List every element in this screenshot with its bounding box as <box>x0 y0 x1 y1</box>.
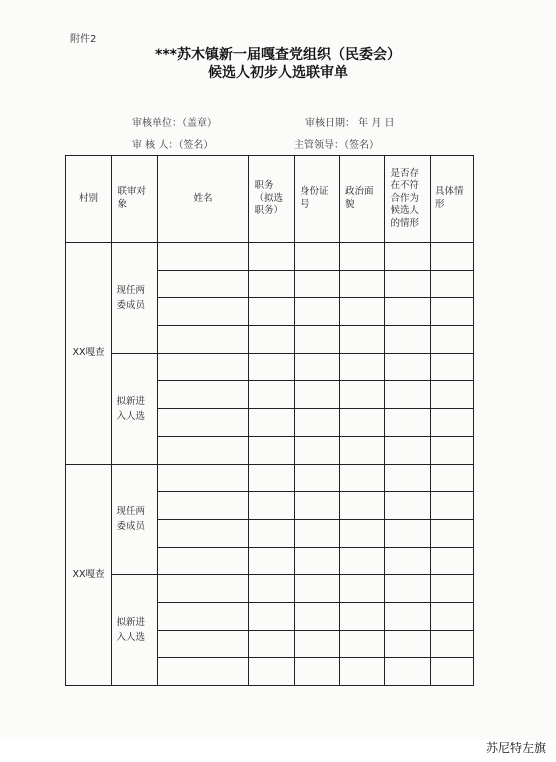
review-object-cell: 拟新进入人选 <box>112 353 158 464</box>
political-status-cell[interactable] <box>340 492 385 520</box>
details-cell[interactable] <box>431 492 474 520</box>
position-cell[interactable] <box>249 602 295 630</box>
disqualification-cell[interactable] <box>385 602 431 630</box>
name-cell[interactable] <box>158 575 249 603</box>
header-disqualification: 是否存在不符合作为候选人的情形 <box>385 156 431 243</box>
attachment-label: 附件2 <box>70 34 97 45</box>
position-cell[interactable] <box>249 243 295 271</box>
political-status-cell[interactable] <box>340 270 385 298</box>
details-cell[interactable] <box>431 519 474 547</box>
name-cell[interactable] <box>158 519 249 547</box>
table-row <box>66 243 474 271</box>
position-cell[interactable] <box>249 298 295 326</box>
disqualification-cell[interactable] <box>385 492 431 520</box>
footer-brand: 苏尼特左旗 <box>485 741 546 755</box>
position-cell[interactable] <box>249 630 295 658</box>
name-cell[interactable] <box>158 658 249 686</box>
details-cell[interactable] <box>431 270 474 298</box>
position-cell[interactable] <box>249 436 295 464</box>
name-cell[interactable] <box>158 492 249 520</box>
name-cell[interactable] <box>158 243 249 271</box>
id-number-cell[interactable] <box>295 409 340 437</box>
audit-date-field: 审核日期： 年 月 日 <box>305 118 395 129</box>
name-cell[interactable] <box>158 436 249 464</box>
disqualification-cell[interactable] <box>385 464 431 492</box>
id-number-cell[interactable] <box>295 658 340 686</box>
name-cell[interactable] <box>158 409 249 437</box>
political-status-cell[interactable] <box>340 326 385 354</box>
details-cell[interactable] <box>431 630 474 658</box>
disqualification-cell[interactable] <box>385 353 431 381</box>
details-cell[interactable] <box>431 575 474 603</box>
details-cell[interactable] <box>431 243 474 271</box>
header-review-object: 联审对象 <box>112 156 158 243</box>
name-cell[interactable] <box>158 464 249 492</box>
table-row <box>66 575 474 603</box>
table-header-row <box>66 156 474 243</box>
id-number-cell[interactable] <box>295 575 340 603</box>
political-status-cell[interactable] <box>340 409 385 437</box>
name-cell[interactable] <box>158 602 249 630</box>
position-cell[interactable] <box>249 270 295 298</box>
position-cell[interactable] <box>249 464 295 492</box>
id-number-cell[interactable] <box>295 519 340 547</box>
details-cell[interactable] <box>431 436 474 464</box>
name-cell[interactable] <box>158 630 249 658</box>
details-cell[interactable] <box>431 464 474 492</box>
political-status-cell[interactable] <box>340 630 385 658</box>
disqualification-cell[interactable] <box>385 270 431 298</box>
id-number-cell[interactable] <box>295 298 340 326</box>
disqualification-cell[interactable] <box>385 409 431 437</box>
details-cell[interactable] <box>431 658 474 686</box>
name-cell[interactable] <box>158 353 249 381</box>
details-cell[interactable] <box>431 409 474 437</box>
name-cell[interactable] <box>158 298 249 326</box>
position-cell[interactable] <box>249 409 295 437</box>
political-status-cell[interactable] <box>340 575 385 603</box>
position-cell[interactable] <box>249 326 295 354</box>
review-object-cell: 现任两委成员 <box>112 464 158 575</box>
village-cell: XX嘎查 <box>66 243 112 465</box>
disqualification-cell[interactable] <box>385 575 431 603</box>
political-status-cell[interactable] <box>340 464 385 492</box>
position-cell[interactable] <box>249 575 295 603</box>
political-status-cell[interactable] <box>340 436 385 464</box>
political-status-cell[interactable] <box>340 602 385 630</box>
document-title-line2: 候选人初步人选联审单 <box>208 65 348 81</box>
id-number-cell[interactable] <box>295 602 340 630</box>
id-number-cell[interactable] <box>295 464 340 492</box>
id-number-cell[interactable] <box>295 547 340 575</box>
political-status-cell[interactable] <box>340 519 385 547</box>
disqualification-cell[interactable] <box>385 326 431 354</box>
id-number-cell[interactable] <box>295 436 340 464</box>
political-status-cell[interactable] <box>340 243 385 271</box>
name-cell[interactable] <box>158 270 249 298</box>
position-cell[interactable] <box>249 353 295 381</box>
id-number-cell[interactable] <box>295 270 340 298</box>
disqualification-cell[interactable] <box>385 381 431 409</box>
details-cell[interactable] <box>431 326 474 354</box>
political-status-cell[interactable] <box>340 547 385 575</box>
header-details: 具体情形 <box>431 156 474 243</box>
disqualification-cell[interactable] <box>385 243 431 271</box>
header-position: 职务（拟选职务） <box>249 156 295 243</box>
disqualification-cell[interactable] <box>385 547 431 575</box>
disqualification-cell[interactable] <box>385 519 431 547</box>
header-village: 村别 <box>66 156 112 243</box>
audit-unit-field: 审核单位：（盖章） <box>132 118 217 129</box>
review-object-cell: 现任两委成员 <box>112 243 158 354</box>
review-object-cell: 拟新进入人选 <box>112 575 158 686</box>
header-id-number: 身份证号 <box>295 156 340 243</box>
details-cell[interactable] <box>431 547 474 575</box>
table-row <box>66 353 474 381</box>
header-political-status: 政治面貌 <box>340 156 385 243</box>
disqualification-cell[interactable] <box>385 298 431 326</box>
position-cell[interactable] <box>249 658 295 686</box>
id-number-cell[interactable] <box>295 353 340 381</box>
details-cell[interactable] <box>431 602 474 630</box>
id-number-cell[interactable] <box>295 630 340 658</box>
political-status-cell[interactable] <box>340 381 385 409</box>
auditor-field: 审 核 人：（签名） <box>132 140 214 151</box>
id-number-cell[interactable] <box>295 492 340 520</box>
header-name: 姓名 <box>158 156 249 243</box>
name-cell[interactable] <box>158 547 249 575</box>
political-status-cell[interactable] <box>340 298 385 326</box>
details-cell[interactable] <box>431 298 474 326</box>
table-row <box>66 464 474 492</box>
village-cell: XX嘎查 <box>66 464 112 686</box>
disqualification-cell[interactable] <box>385 436 431 464</box>
details-cell[interactable] <box>431 381 474 409</box>
political-status-cell[interactable] <box>340 658 385 686</box>
position-cell[interactable] <box>249 492 295 520</box>
name-cell[interactable] <box>158 326 249 354</box>
document-title-line1: ***苏木镇新一届嘎查党组织（民委会） <box>155 47 401 63</box>
id-number-cell[interactable] <box>295 381 340 409</box>
position-cell[interactable] <box>249 519 295 547</box>
position-cell[interactable] <box>249 381 295 409</box>
position-cell[interactable] <box>249 547 295 575</box>
disqualification-cell[interactable] <box>385 630 431 658</box>
leader-field: 主管领导：（签名） <box>294 140 379 151</box>
details-cell[interactable] <box>431 353 474 381</box>
id-number-cell[interactable] <box>295 326 340 354</box>
review-table <box>65 155 474 686</box>
name-cell[interactable] <box>158 381 249 409</box>
id-number-cell[interactable] <box>295 243 340 271</box>
political-status-cell[interactable] <box>340 353 385 381</box>
disqualification-cell[interactable] <box>385 658 431 686</box>
